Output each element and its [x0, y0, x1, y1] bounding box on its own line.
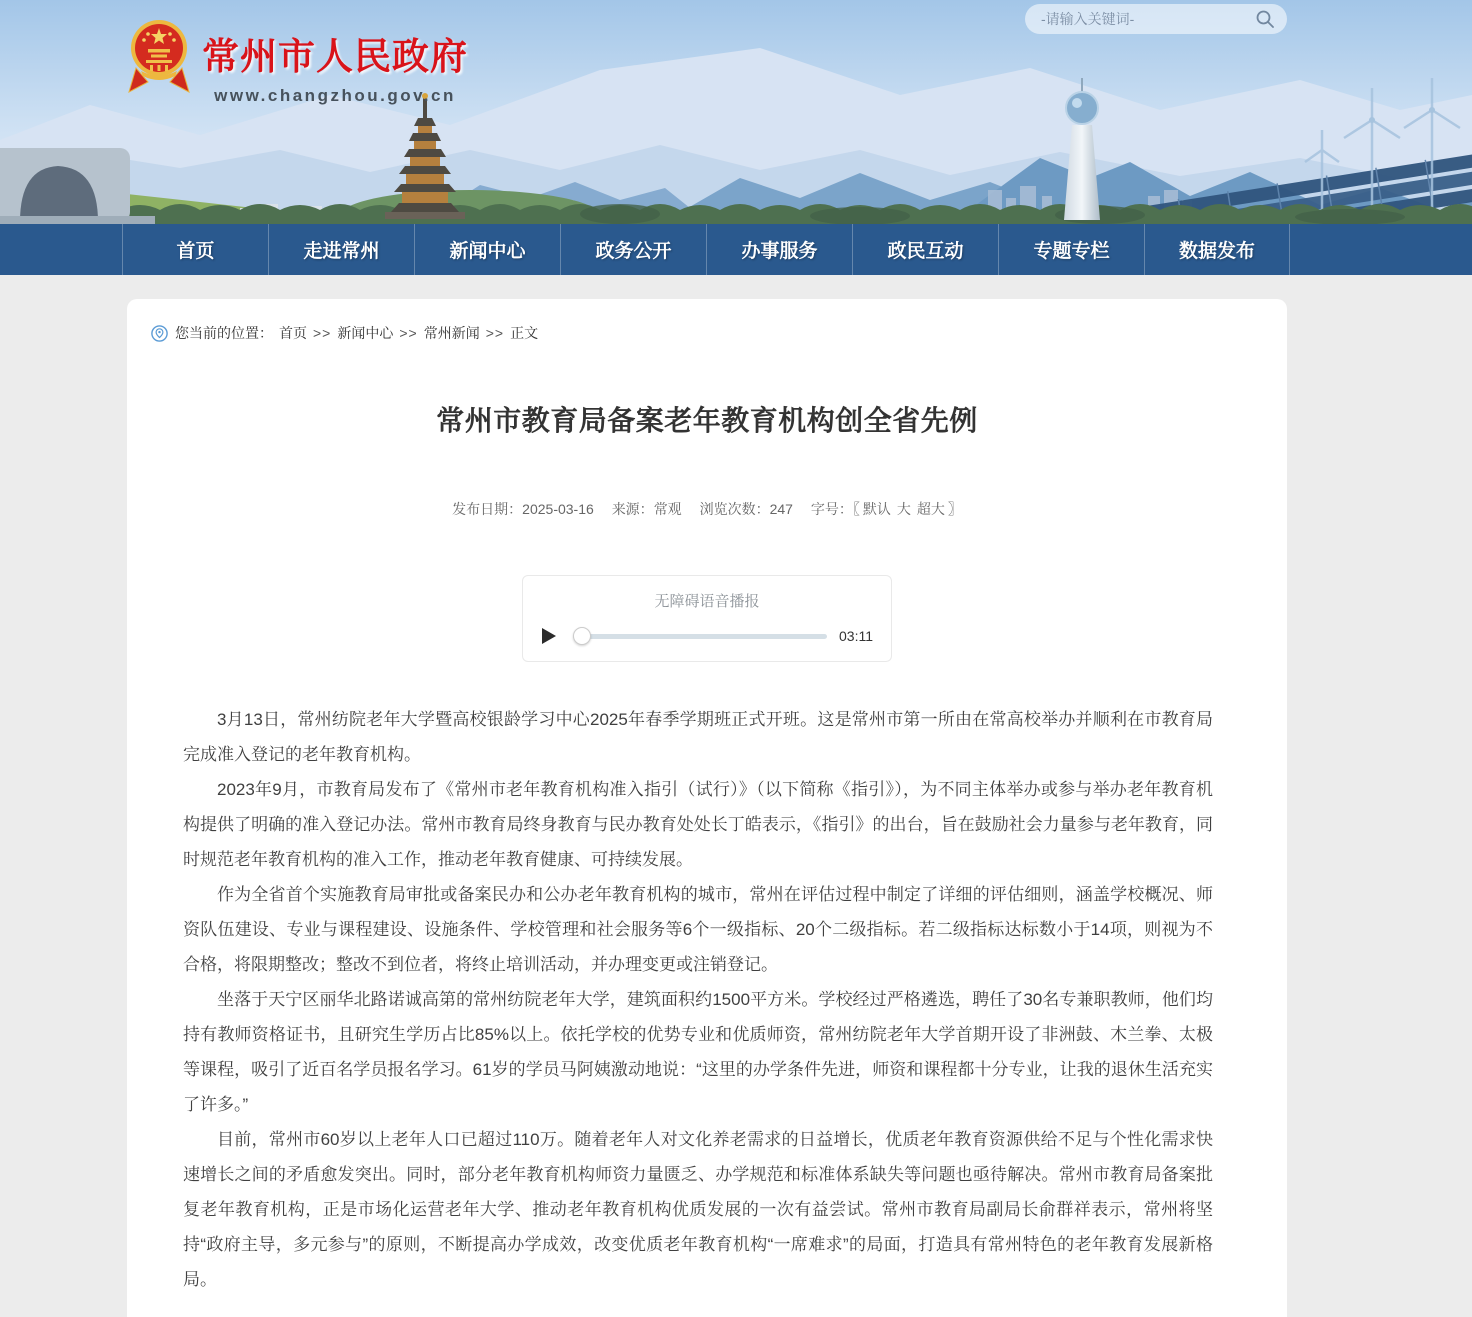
site-banner	[0, 0, 1472, 224]
publish-date: 发布日期：2025-03-16	[452, 501, 594, 517]
breadcrumb-separator: >>	[313, 325, 332, 341]
search-icon	[1255, 9, 1275, 29]
play-icon	[541, 627, 557, 645]
nav-item-interact[interactable]: 政民互动	[852, 224, 998, 275]
nav-item-about[interactable]: 走进常州	[268, 224, 414, 275]
nav-item-gov-info[interactable]: 政务公开	[560, 224, 706, 275]
article-paragraph: 2023年9月，市教育局发布了《常州市老年教育机构准入指引（试行）》（以下简称《指引》），为不同主体举办或参与举办老年教育机构提供了明确的准入登记办法。常州市教育局终身教育与民办教育处处长丁皓表示，《指引》的出台，旨在鼓励社会力量参与老年教育，同时规范老年教育机构的准入工作，推动老年教育健康、可持续发展。	[183, 780, 1213, 869]
site-logo[interactable]	[128, 16, 468, 106]
breadcrumb-separator: >>	[399, 325, 418, 341]
progress-handle[interactable]	[573, 627, 591, 645]
search-box	[1025, 4, 1287, 34]
article-body	[127, 702, 1287, 1297]
site-title: 常州市人民政府	[202, 37, 468, 78]
font-size-control: 字号：〖 默认 大 超大 〗	[810, 501, 962, 517]
nav-item-news[interactable]: 新闻中心	[414, 224, 560, 275]
nav-item-topics[interactable]: 专题专栏	[998, 224, 1144, 275]
article-card	[127, 299, 1287, 1317]
progress-bar[interactable]	[573, 627, 827, 645]
view-count: 浏览次数：247	[699, 501, 793, 517]
breadcrumb	[127, 299, 1287, 343]
location-pin-icon	[151, 325, 168, 342]
font-size-large[interactable]: 大	[896, 501, 911, 517]
play-button[interactable]	[541, 627, 557, 645]
site-url: www.changzhou.gov.cn	[214, 86, 456, 105]
article-paragraph: 作为全省首个实施教育局审批或备案民办和公办老年教育机构的城市，常州在评估过程中制定了详细的评估细则，涵盖学校概况、师资队伍建设、专业与课程建设、设施条件、学校管理和社会服务等6个一级指标、20个二级指标。若二级指标达标数小于14项，则视为不合格，将限期整改；整改不到位者，将终止培训活动，并办理变更或注销登记。	[183, 885, 1213, 974]
breadcrumb-news-center[interactable]: 新闻中心	[337, 325, 394, 341]
audio-player-title: 无障碍语音播报	[654, 593, 760, 610]
article-paragraph: 目前，常州市60岁以上老年人口已超过110万。随着老年人对文化养老需求的日益增长，优质老年教育资源供给不足与个性化需求快速增长之间的矛盾愈发突出。同时，部分老年教育机构师资力量匮乏、办学规范和标准体系缺失等问题也亟待解决。常州市教育局备案批复老年教育机构，正是市场化运营老年大学、推动老年教育机构优质发展的一次有益尝试。常州市教育局副局长俞群祥表示，常州将坚持“政府主导，多元参与”的原则，不断提高办学成效，改变优质老年教育机构“一席难求”的局面，打造具有常州特色的老年教育发展新格局。	[183, 1130, 1213, 1289]
breadcrumb-separator: >>	[485, 325, 505, 341]
content-area	[0, 299, 1472, 1317]
nav-item-home[interactable]: 首页	[122, 224, 268, 275]
article-paragraph: 坐落于天宁区丽华北路诺诚高第的常州纺院老年大学，建筑面积约1500平方米。学校经过严格遴选，聘任了30名专兼职教师，他们均持有教师资格证书，且研究生学历占比85%以上。依托学校的优势专业和优质师资，常州纺院老年大学首期开设了非洲鼓、木兰拳、太极等课程，吸引了近百名学员报名学习。61岁的学员马阿姨激动地说：“这里的办学条件先进，师资和课程都十分专业，让我的退休生活充实了许多。”	[183, 990, 1213, 1114]
breadcrumb-changzhou-news[interactable]: 常州新闻	[423, 325, 480, 341]
nav-item-services[interactable]: 办事服务	[706, 224, 852, 275]
font-size-xlarge[interactable]: 超大	[916, 501, 945, 517]
breadcrumb-home[interactable]: 首页	[279, 325, 307, 341]
article-meta	[127, 499, 1287, 519]
audio-duration: 03:11	[839, 628, 873, 644]
font-size-default[interactable]: 默认	[862, 501, 891, 517]
article-title: 常州市教育局备案老年教育机构创全省先例	[436, 405, 978, 436]
national-emblem-icon	[128, 16, 190, 104]
audio-player-controls	[541, 627, 873, 645]
progress-track	[573, 634, 827, 639]
main-navigation	[0, 224, 1472, 275]
breadcrumb-label: 您当前的位置：	[175, 325, 273, 341]
breadcrumb-current: 正文	[510, 325, 539, 341]
search-input[interactable]	[1041, 11, 1255, 27]
nav-item-data[interactable]: 数据发布	[1144, 224, 1290, 275]
article-paragraph: 3月13日，常州纺院老年大学暨高校银龄学习中心2025年春季学期班正式开班。这是常州市第一所由在常高校举办并顺利在市教育局完成准入登记的老年教育机构。	[183, 710, 1213, 764]
audio-player	[522, 575, 892, 662]
search-button[interactable]	[1255, 9, 1275, 29]
article-source: 来源：常观	[611, 501, 682, 517]
